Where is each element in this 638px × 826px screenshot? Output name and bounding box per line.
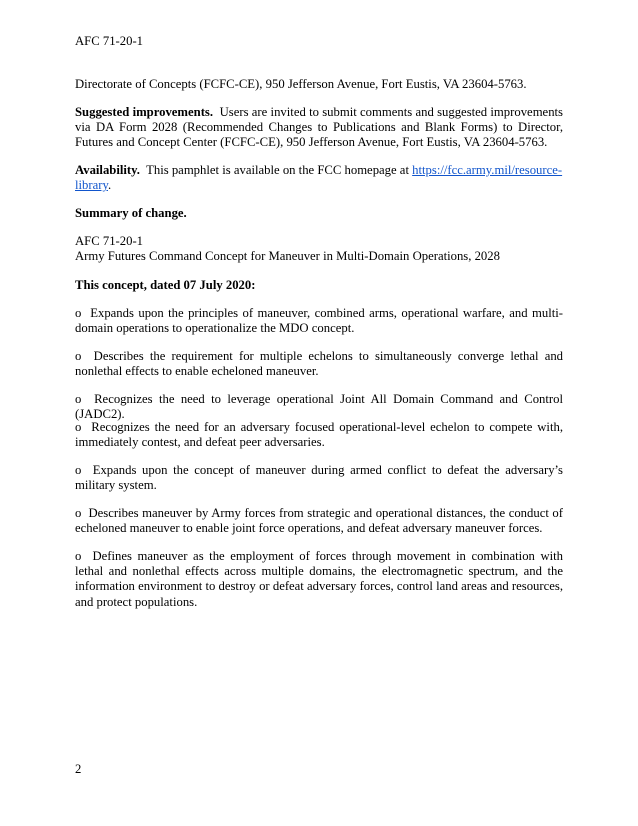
bullet-text: Recognizes the need to leverage operational Joint All Domain Command and Control (JADC2). (75, 392, 563, 422)
list-item (75, 549, 563, 610)
availability-heading: Availability. (75, 163, 140, 177)
bullet-text: Expands upon the concept of maneuver during armed conflict to defeat the adversary’s military system. (75, 463, 563, 493)
suggested-improvements-heading: Suggested improvements. (75, 105, 214, 119)
resource-library-link[interactable]: https://fcc.army.mil/resource-library (75, 163, 563, 193)
list-item (75, 420, 563, 450)
bullet-marker: o (75, 420, 82, 434)
summary-of-change-heading: Summary of change. (75, 206, 187, 220)
suggested-improvements-text: Users are invited to submit comments and suggested improvements via DA Form 2028 (Recommended Changes to Publications and Blank Forms) to Director, Futures and Concept Center (FCFC-CE), 950 Jefferson Avenue, Fort Eustis, VA 23604-5763. (75, 105, 563, 150)
list-item (75, 463, 563, 493)
list-item (75, 349, 563, 379)
bullet-marker: o (75, 306, 82, 320)
availability-paragraph (75, 163, 563, 193)
concept-date-heading: This concept, dated 07 July 2020: (75, 278, 256, 292)
summary-title: Army Futures Command Concept for Maneuver in Multi-Domain Operations, 2028 (75, 249, 500, 263)
bullet-text: Defines maneuver as the employment of forces through movement in combination with lethal and nonlethal effects across multiple domains, the electromagnetic spectrum, and the information environment to destroy or defeat adversary forces, control land areas and resources, and protect populations. (75, 549, 563, 609)
bullet-text: Describes maneuver by Army forces from strategic and operational distances, the conduct of echeloned maneuver to enable joint force operations, and defeat adversary maneuver forces. (75, 506, 563, 536)
bullet-marker: o (75, 463, 82, 477)
bullet-marker: o (75, 549, 82, 563)
bullet-marker: o (75, 349, 82, 363)
summary-doc-id: AFC 71-20-1 (75, 234, 144, 248)
bullet-text: Describes the requirement for multiple echelons to simultaneously converge lethal and nonlethal effects to enable echeloned maneuver. (75, 349, 564, 379)
suggested-improvements-paragraph (75, 105, 563, 151)
bullet-marker: o (75, 392, 82, 406)
list-item (75, 506, 563, 536)
bullet-text: Expands upon the principles of maneuver, combined arms, operational warfare, and multi-domain operations to operationalize the MDO concept. (75, 306, 563, 336)
directorate-line: Directorate of Concepts (FCFC-CE), 950 Jefferson Avenue, Fort Eustis, VA 23604-5763. (75, 77, 527, 91)
list-item (75, 392, 563, 422)
page-number: 2 (75, 762, 82, 776)
bullet-text: Recognizes the need for an adversary focused operational-level echelon to compete with, immediately contest, and defeat peer adversaries. (75, 420, 564, 450)
availability-text: This pamphlet is available on the FCC homepage at (146, 163, 409, 177)
availability-end: . (108, 178, 112, 193)
list-item (75, 306, 563, 336)
page-header: AFC 71-20-1 (75, 34, 144, 48)
bullet-marker: o (75, 506, 82, 520)
